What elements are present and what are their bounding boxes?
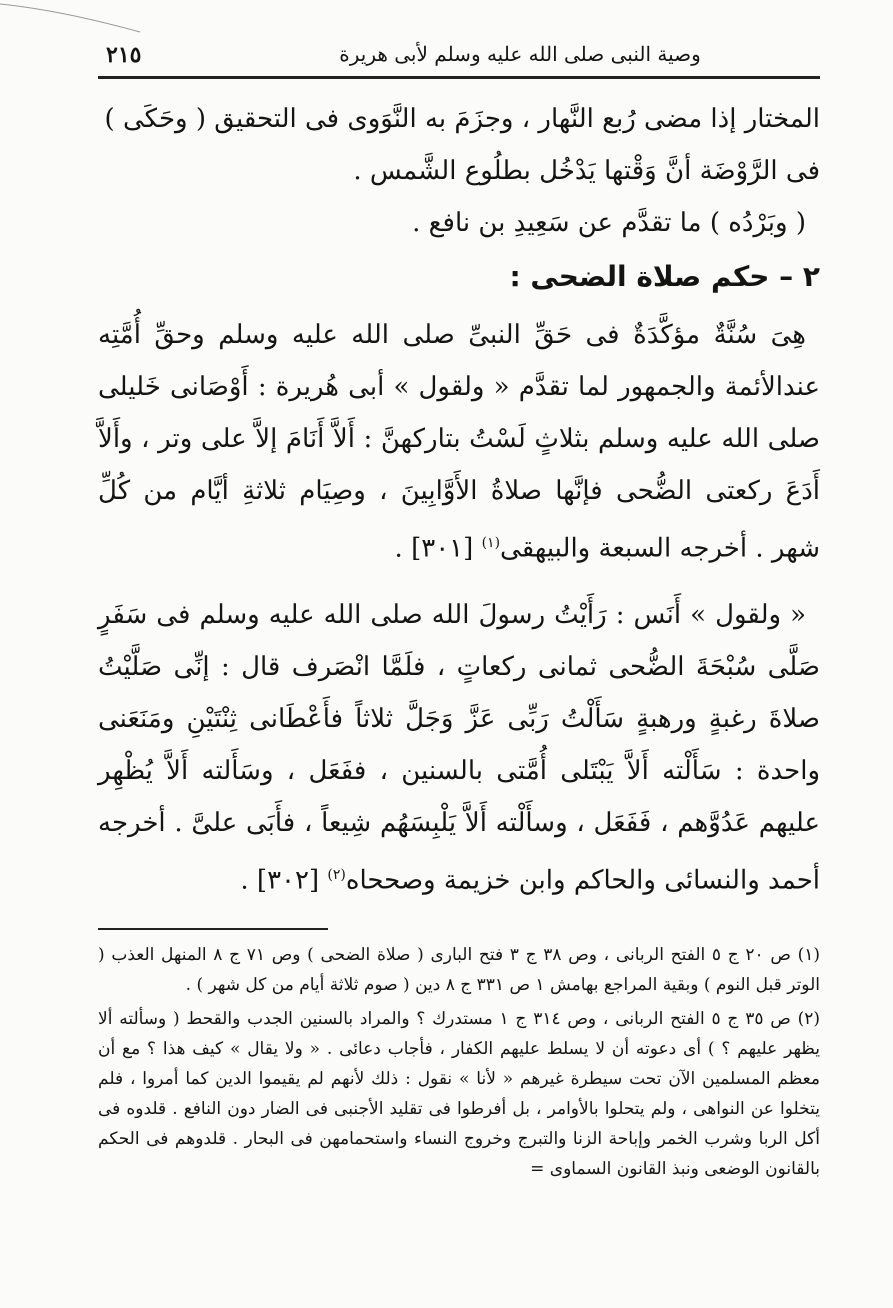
page-header — [98, 38, 820, 76]
footnotes — [98, 940, 820, 1184]
paragraph-ruling: هِىَ سُنَّةٌ مؤكَّدَةٌ فى حَقِّ النبىِّ صلى الله عليه وسلم وحقِّ أُمَّتِه عندالأئمة والجمهور لما تقدَّم « ولقول » أبى هُريرة : أَوْصَانى خَليلى صلى الله عليه وسلم بثلاثٍ لَسْتُ بتاركهنَّ : أَلاَّ أَنَامَ إلاَّ على وتر ، وأَلاَّ أَدَعَ ركعتى الضُّحى فإنَّها صلاةُ الأَوَّابِينَ ، وصِيَام ثلاثةِ أيَّام من كُلِّ شهر . أخرجه السبعة والبيهقى$^{(١)}$ [٣٠١] . — [98, 320, 820, 564]
paragraph-continuation: المختار إذا مضى رُبع النَّهار ، وجزَمَ به النَّوَوى فى التحقيق ( وحَكَى ) فى الرَّوْضَة أنَّ وَقْتها يَدْخُل بطلُوع الشَّمس . — [104, 104, 820, 186]
page-number: ٢١٥ — [106, 42, 142, 68]
footnote-marker-2: (٢) — [327, 866, 346, 883]
main-text — [98, 93, 820, 906]
running-title: وصية النبى صلى الله عليه وسلم لأبى هريرة — [339, 42, 701, 66]
header-rule — [98, 76, 820, 79]
paragraph-anas: « ولقول » أَنَس : رَأَيْتُ رسولَ الله صلى الله عليه وسلم فى سَفَرٍ صَلَّى سُبْحَةَ الضُّحى ثمانى ركعاتٍ ، فلَمَّا انْصَرف قال : إنِّى صَلَّيْتُ صلاةَ رغبةٍ ورهبةٍ سَأَلْتُ رَبِّى عَزَّ وَجَلَّ ثلاثاً فأَعْطَانى ثِنْتَيْنِ ومَنَعَنى واحدة : سَأَلْته أَلاَّ يَبْتَلى أُمَّتى بالسنين ، ففَعَل ، وسَأَلته أَلاَّ يُظْهِر عليهم عَدُوَّهم ، فَفَعَل ، وسأَلْته أَلاَّ يَلْبِسَهُم شِيعاً ، فأَبَى علىَّ . أخرجه أحمد والنسائى والحاكم وابن خزيمة وصححاه$^{(٢)}$ [٣٠٢] . — [98, 599, 821, 896]
footnote-rule — [98, 928, 328, 930]
book-page — [98, 38, 820, 1288]
hadith-ref-301: [٣٠١] . — [394, 533, 474, 564]
footnote-1: (١) ص ٢٠ ج ٥ الفتح الربانى ، وص ٣٨ ج ٣ فتح البارى ( صلاة الضحى ) وص ٧١ ج ٨ المنهل العذب ( الوتر قبل النوم ) وبقية المراجع بهامش ١ ص ٣٣١ ج ٨ دين ( صوم ثلاثة أيام من كل شهر ) . — [98, 945, 820, 996]
scan-artifact-line — [0, 0, 180, 40]
footnote-2: (٢) ص ٣٥ ج ٥ الفتح الربانى ، وص ٣١٤ ج ١ مستدرك ؟ والمراد بالسنين الجدب والقحط ( وسألته ألا يظهر عليهم ؟ ) أى دعوته أن لا يسلط عليهم الكفار ، فأجاب دعائى . « ولا يقال » كيف هذا ؟ مع أن معظم المسلمين الآن تحت سيطرة غيرهم « لأنا » نقول : ذلك لأنهم لم يقيموا الدين كما أمروا ، فلم يتخلوا عن النواهى ، ولم يتحلوا بالأوامر ، بل أفرطوا فى تقليد الأجنبى فى الضار دون النافع . قلدوه فى أكل الربا وشرب الخمر وإباحة الزنا والتبرج وخروج النساء واستحمامهن فى البحار . قلدوهم فى الحكم بالقانون الوضعى ونبذ القانون السماوى = — [98, 1009, 821, 1180]
paragraph-bardih: ( وبَرْدُه ) ما تقدَّم عن سَعِيدِ بن نافع . — [412, 208, 806, 238]
footnote-marker-1: (١) — [481, 535, 501, 551]
hadith-ref-302: [٣٠٢] . — [240, 865, 320, 896]
section-heading: ٢ – حكم صلاة الضحى : — [509, 260, 820, 293]
